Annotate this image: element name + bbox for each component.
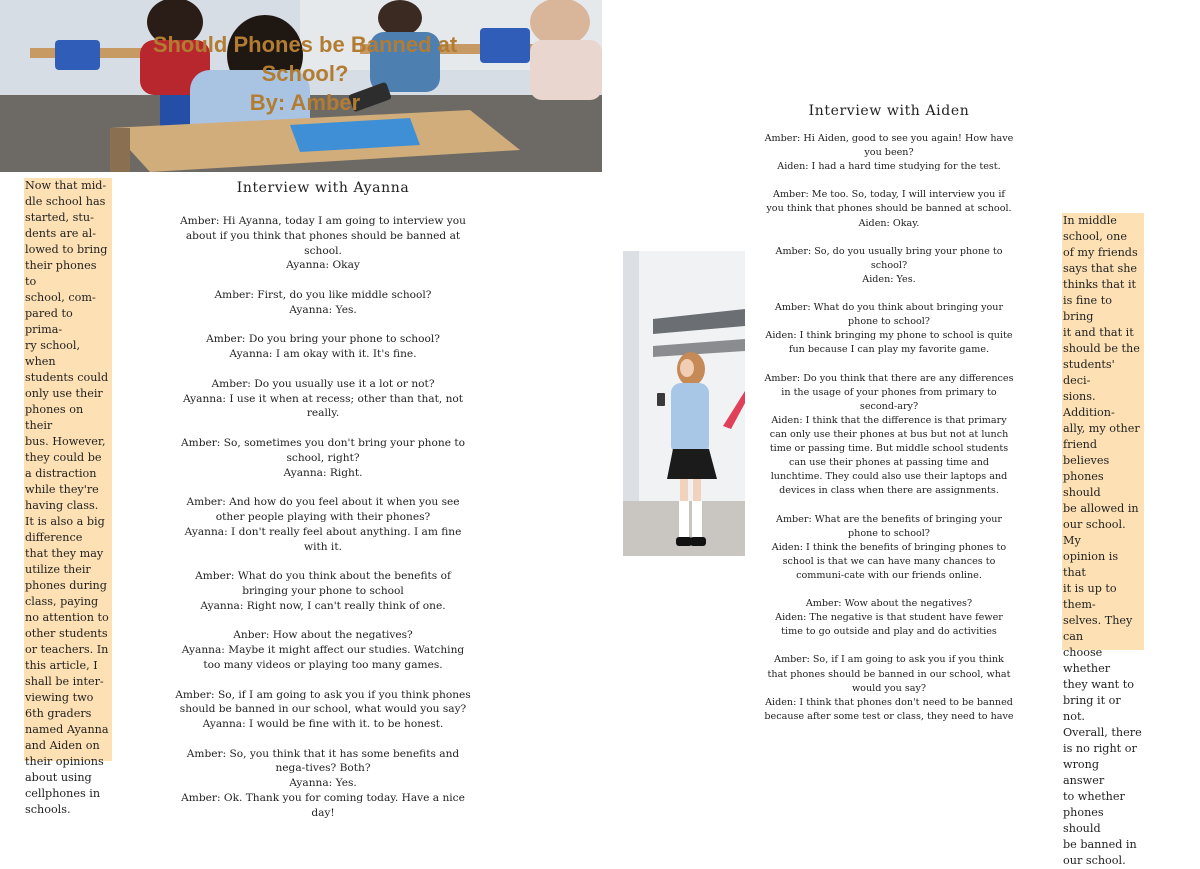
article-title — [150, 30, 460, 117]
interview-ayanna — [172, 178, 474, 821]
qa-block — [764, 372, 1014, 499]
qa-block — [172, 495, 474, 554]
title-line: Should Phones be Banned at — [152, 32, 458, 57]
qa-line: Ayanna: I am okay with it. It's fine. — [229, 348, 417, 361]
qa-line: Amber: So, you think that it has some benefits and nega-tives? Both? — [186, 747, 460, 775]
qa-block — [172, 688, 474, 732]
qa-line: Ayanna: I use it when at recess; other than that, not really. — [182, 392, 464, 420]
qa-block — [172, 436, 474, 480]
interview-heading: Interview with Ayanna — [236, 180, 410, 196]
qa-block — [172, 569, 474, 613]
qa-line: Amber: Me too. So, today, I will interview you if you think that phones should be banned at school. — [766, 189, 1012, 215]
qa-line: Ayanna: Yes. — [289, 303, 357, 316]
qa-line: Ayanna: Maybe it might affect our studies. Watching too many videos or playing too many games. — [181, 644, 465, 671]
qa-line: Aiden: I think the benefits of bringing phones to school is that we can have many chances to communi-cate with our friends online. — [771, 541, 1007, 581]
qa-block — [172, 628, 474, 672]
qa-block — [172, 288, 474, 318]
qa-block — [764, 301, 1014, 357]
qa-line: Aiden: I had a hard time studying for the test. — [777, 161, 1001, 173]
qa-line: Amber: First, do you like middle school? — [214, 288, 432, 301]
qa-line: Amber: Do you usually use it a lot or not? — [211, 377, 435, 390]
qa-line: Aiden: I think bringing my phone to school is quite fun because I can play my favorite game. — [765, 330, 1013, 356]
qa-line: Amber: So, if I am going to ask you if you think phones should be banned in our school, what would you say? — [175, 688, 471, 716]
qa-line: Aiden: I think that phones don't need to be banned because after some test or class, they need to have — [764, 696, 1014, 722]
qa-line: Amber: Wow about the negatives? — [805, 598, 973, 610]
qa-line: Aiden: I think that the difference is that primary can only use their phones at bus but not at lunch time or passing time. But middle school students can use their phones at passing time and lunchtime. They could also use their laptops and devices in class when there are assignments. — [769, 414, 1009, 497]
qa-line: Anber: How about the negatives? — [233, 629, 413, 642]
author-byline: By: Amber — [249, 90, 361, 115]
girl-with-phone-art — [623, 251, 745, 556]
qa-line: Amber: What do you think about bringing your phone to school? — [774, 302, 1004, 328]
qa-block — [172, 214, 474, 273]
interview-qa-list — [764, 132, 1014, 724]
qa-line: Amber: Do you think that there are any differences in the usage of your phones from primary to second-ary? — [764, 372, 1014, 412]
qa-line: Ayanna: Right. — [283, 466, 363, 479]
qa-block — [172, 747, 474, 821]
qa-line: Amber: Do you bring your phone to school? — [206, 333, 440, 346]
qa-block — [764, 132, 1014, 174]
qa-line: Amber: So, sometimes you don't bring your phone to school, right? — [181, 436, 465, 464]
qa-line: Ayanna: Yes. — [289, 777, 357, 790]
qa-block — [764, 245, 1014, 287]
qa-line: Amber: What are the benefits of bringing your phone to school? — [776, 513, 1002, 539]
qa-block — [172, 377, 474, 421]
qa-block — [764, 653, 1014, 723]
qa-line: Ayanna: Right now, I can't really think of one. — [200, 599, 446, 612]
qa-line: Amber: Hi Ayanna, today I am going to interview you about if you think that phones should be banned at school. — [180, 215, 466, 257]
qa-line: Ayanna: Okay — [286, 259, 360, 272]
interview-qa-list — [172, 214, 474, 821]
title-line: School? — [261, 61, 349, 86]
interview-heading: Interview with Aiden — [808, 103, 970, 119]
qa-line: Aiden: Okay. — [858, 217, 920, 229]
conclusion-textbox: In middle school, one of my friends says that she thinks that it is fine to bring it and that it should be the students' deci- sions. Addition- ally, my other friend believes phones should be allowed in our school. My opinion is that it is up to them- selves. They can choose whether they want to bring it or not. Overall, there is no right or wrong answer to whether phones should be banned in our school. — [1062, 213, 1144, 650]
student-phone-photo — [623, 251, 745, 556]
qa-line: Ayanna: I don't really feel about anything. I am fine with it. — [184, 525, 462, 553]
qa-line: Ayanna: I would be fine with it. to be honest. — [202, 718, 444, 731]
qa-line: Amber: Ok. Thank you for coming today. Have a nice day! — [181, 792, 465, 819]
qa-line: Aiden: The negative is that student have fewer time to go outside and play and do activities — [775, 612, 1003, 638]
qa-line: Aiden: Yes. — [862, 273, 916, 285]
qa-line: Amber: So, if I am going to ask you if you think that phones should be banned in our school, what would you say? — [767, 654, 1011, 694]
qa-block — [764, 513, 1014, 583]
interview-aiden — [764, 102, 1014, 724]
intro-textbox: Now that mid- dle school has started, stu- dents are al- lowed to bring their phones to school, com- pared to prima- ry school, when students could only use their phones on their bus. However, they could be a distraction while they're having class. It is also a big difference that they may utilize their phones during class, paying no attention to other students or teachers. In this article, I shall be inter- viewing two 6th graders named Ayanna and Aiden on their opinions about using cellphones in schools. — [24, 178, 112, 761]
qa-block — [172, 332, 474, 362]
qa-block — [764, 597, 1014, 639]
qa-line: Amber: And how do you feel about it when you see other people playing with their phones? — [186, 496, 460, 523]
hero-photo — [0, 0, 602, 172]
qa-line: Amber: What do you think about the benefits of bringing your phone to school — [195, 570, 451, 597]
qa-line: Amber: Hi Aiden, good to see you again! How have you been? — [764, 133, 1014, 159]
qa-block — [764, 188, 1014, 230]
qa-line: Amber: So, do you usually bring your phone to school? — [775, 245, 1003, 271]
